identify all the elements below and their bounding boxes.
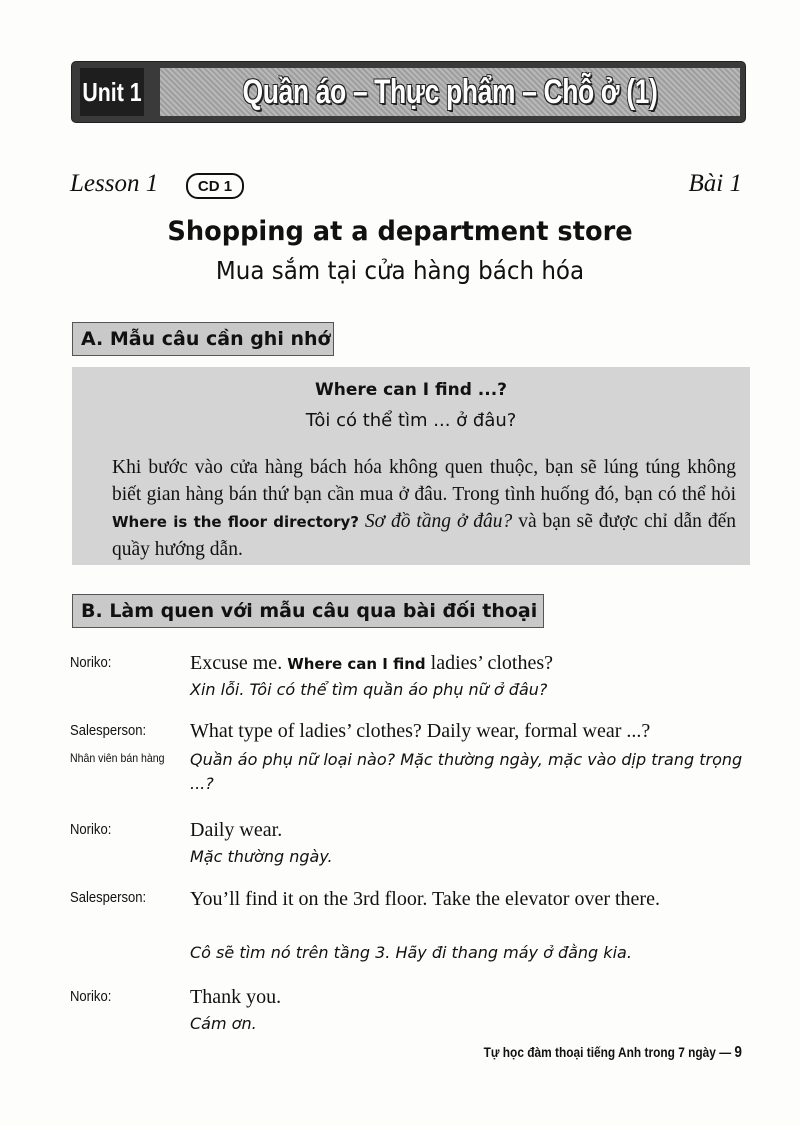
desc-example-english: Where is the floor directory? bbox=[112, 513, 359, 531]
page-footer bbox=[484, 1044, 742, 1062]
dialogue-english: Daily wear. bbox=[190, 819, 283, 841]
dialogue-english-text: Excuse me. bbox=[190, 652, 288, 674]
dialogue-speaker: Noriko: bbox=[70, 989, 112, 1005]
desc-text-2: và bạn sẽ được chỉ dẫn đến quầy hướng dẫn. bbox=[112, 511, 736, 560]
dialogue-vietnamese: Cám ơn. bbox=[190, 1014, 257, 1033]
dialogue-vietnamese: Quần áo phụ nữ loại nào? Mặc thường ngày, mặc vào dịp trang trọng ...? bbox=[190, 750, 743, 793]
dialogue-english: What type of ladies’ clothes? Daily wear, formal wear ...? bbox=[190, 720, 651, 742]
unit-title: Quần áo – Thực phẩm – Chỗ ở (1) bbox=[242, 72, 658, 111]
book-title: Tự học đàm thoại tiếng Anh trong 7 ngày — bbox=[483, 1044, 732, 1060]
dialogue-speaker: Noriko: bbox=[70, 822, 112, 838]
cd-badge: CD 1 bbox=[186, 173, 244, 199]
dialogue-speaker-translation: Nhân viên bán hàng bbox=[70, 751, 165, 765]
dialogue-vietnamese: Mặc thường ngày. bbox=[190, 847, 333, 866]
lesson-title: Shopping at a department store bbox=[167, 216, 633, 247]
dialogue-english: You’ll find it on the 3rd floor. Take the elevator over there. bbox=[190, 888, 660, 910]
lesson-label: Lesson 1 bbox=[70, 170, 159, 197]
dialogue-speaker: Salesperson: bbox=[70, 723, 147, 739]
dialogue-english bbox=[190, 650, 746, 677]
dialogue-pattern: Where can I find bbox=[287, 655, 426, 673]
unit-tag: Unit 1 bbox=[80, 68, 144, 116]
lesson-label-vi: Bài 1 bbox=[688, 170, 742, 197]
desc-example-vietnamese: Sơ đồ tầng ở đâu? bbox=[358, 511, 513, 532]
dialogue-vietnamese: Cô sẽ tìm nó trên tầng 3. Hãy đi thang máy ở đằng kia. bbox=[190, 943, 632, 962]
page-number: 9 bbox=[734, 1044, 742, 1061]
section-b-heading: B. Làm quen với mẫu câu qua bài đối thoại bbox=[72, 594, 544, 628]
lesson-subtitle: Mua sắm tại cửa hàng bách hóa bbox=[215, 256, 585, 285]
dialogue-english-text: ladies’ clothes? bbox=[425, 652, 553, 674]
dialogue-vietnamese: Xin lỗi. Tôi có thể tìm quần áo phụ nữ ở đâu? bbox=[190, 680, 548, 699]
pattern-english: Where can I find ...? bbox=[314, 380, 508, 400]
dialogue-speaker: Noriko: bbox=[70, 655, 112, 671]
section-a-heading: A. Mẫu câu cần ghi nhớ bbox=[72, 322, 334, 356]
dialogue-english: Thank you. bbox=[190, 986, 282, 1008]
pattern-vietnamese: Tôi có thể tìm ... ở đâu? bbox=[305, 410, 517, 431]
dialogue-speaker: Salesperson: bbox=[70, 890, 147, 906]
pattern-description bbox=[112, 454, 736, 563]
desc-text-1: Khi bước vào cửa hàng bách hóa không quen thuộc, bạn sẽ lúng túng không biết gian hàng bán thứ bạn cần mua ở đâu. Trong tình huống đó, bạn có thể hỏi bbox=[112, 457, 736, 505]
